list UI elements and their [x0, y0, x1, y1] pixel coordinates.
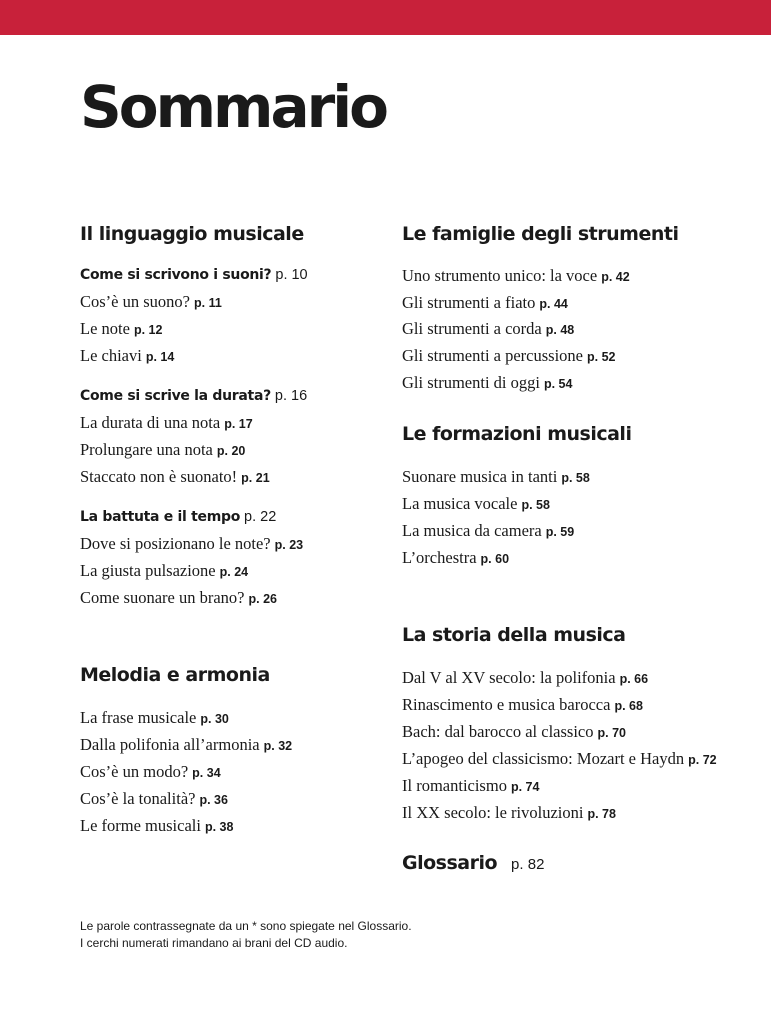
toc-group-battuta [80, 510, 276, 525]
page-number: p. 14 [145, 350, 175, 364]
top-color-bar [0, 0, 771, 35]
page-number: p. 44 [539, 297, 568, 311]
toc-subheading[interactable]: Come si scrivono i suoni? p. 10 [80, 267, 308, 283]
toc-item[interactable]: Bach: dal barocco al classico p. 70 [402, 722, 626, 741]
page-number: p. 21 [241, 471, 270, 485]
toc-group-scrivono [80, 268, 308, 283]
page-number: p. 60 [480, 552, 510, 566]
toc-item[interactable]: Staccato non è suonato! p. 21 [80, 467, 270, 486]
page-number: p. 26 [248, 592, 277, 606]
page-number: p. 23 [274, 538, 304, 552]
toc-item[interactable]: Le note p. 12 [80, 319, 163, 338]
page-number: p. 68 [614, 699, 643, 713]
toc-item[interactable]: Le chiavi p. 14 [80, 346, 175, 365]
toc-item[interactable]: Suonare musica in tanti p. 58 [402, 467, 590, 486]
left-column [80, 225, 304, 244]
footnote [80, 918, 412, 952]
page-number: p. 82 [511, 856, 545, 873]
toc-item[interactable]: La giusta pulsazione p. 24 [80, 561, 249, 580]
toc-item[interactable]: Prolungare una nota p. 20 [80, 440, 246, 459]
page-number: p. 66 [619, 672, 649, 686]
toc-item[interactable]: Cos’è la tonalità? p. 36 [80, 789, 228, 808]
toc-item[interactable]: Dal V al XV secolo: la polifonia p. 66 [402, 668, 649, 687]
glossary-entry[interactable]: Glossario p. 82 [402, 852, 545, 874]
toc-item[interactable]: Dove si posizionano le note? p. 23 [80, 534, 304, 553]
toc-item[interactable]: Gli strumenti a corda p. 48 [402, 319, 575, 338]
page-number: p. 17 [224, 417, 253, 431]
page-number: p. 52 [587, 350, 616, 364]
page-title: Sommario [80, 73, 386, 141]
toc-item[interactable]: Il XX secolo: le rivoluzioni p. 78 [402, 803, 616, 822]
page-number: p. 59 [545, 525, 575, 539]
page-number: p. 54 [543, 377, 573, 391]
section-heading-formazioni: Le formazioni musicali [402, 423, 632, 445]
page-number: p. 58 [521, 498, 550, 512]
toc-subheading[interactable]: La battuta e il tempo p. 22 [80, 509, 277, 525]
toc-item[interactable]: L’orchestra p. 60 [402, 548, 510, 567]
toc-item[interactable]: Come suonare un brano? p. 26 [80, 588, 277, 607]
toc-item[interactable]: Dalla polifonia all’armonia p. 32 [80, 735, 293, 754]
toc-item[interactable]: La musica vocale p. 58 [402, 494, 550, 513]
page-number: p. 70 [597, 726, 626, 740]
toc-item[interactable]: Cos’è un suono? p. 11 [80, 292, 222, 311]
toc-item[interactable]: Il romanticismo p. 74 [402, 776, 540, 795]
toc-item[interactable]: L’apogeo del classicismo: Mozart e Haydn p. 72 [402, 749, 717, 768]
page-number: p. 30 [200, 712, 229, 726]
page-number: p. 32 [263, 739, 293, 753]
toc-item[interactable]: Gli strumenti di oggi p. 54 [402, 373, 573, 392]
section-heading-famiglie: Le famiglie degli strumenti [402, 223, 679, 245]
footnote-line: I cerchi numerati rimandano ai brani del CD audio. [80, 936, 348, 950]
page-number: p. 42 [601, 270, 630, 284]
toc-group-durata [80, 389, 307, 404]
page-number: p. 10 [275, 267, 308, 283]
section-heading-melodia: Melodia e armonia [80, 664, 270, 686]
section-heading-linguaggio: Il linguaggio musicale [80, 223, 304, 245]
toc-item[interactable]: Gli strumenti a percussione p. 52 [402, 346, 616, 365]
page-number: p. 24 [219, 565, 249, 579]
toc-item[interactable]: Uno strumento unico: la voce p. 42 [402, 266, 630, 285]
page-number: p. 16 [274, 388, 308, 404]
page-number: p. 74 [510, 780, 540, 794]
section-heading-storia: La storia della musica [402, 624, 626, 646]
page-number: p. 72 [688, 753, 717, 767]
page-number: p. 38 [204, 820, 234, 834]
toc-item[interactable]: Le forme musicali p. 38 [80, 816, 234, 835]
toc-item[interactable]: La frase musicale p. 30 [80, 708, 229, 727]
page-number: p. 36 [199, 793, 228, 807]
toc-item[interactable]: Gli strumenti a fiato p. 44 [402, 293, 568, 312]
page-number: p. 78 [587, 807, 616, 821]
page-number: p. 12 [133, 323, 163, 337]
page-number: p. 48 [545, 323, 575, 337]
toc-subheading[interactable]: Come si scrive la durata? p. 16 [80, 388, 308, 404]
page-number: p. 11 [194, 296, 222, 310]
footnote-line: Le parole contrassegnate da un * sono spiegate nel Glossario. [80, 919, 412, 933]
toc-item[interactable]: La musica da camera p. 59 [402, 521, 575, 540]
toc-item[interactable]: Cos’è un modo? p. 34 [80, 762, 221, 781]
page-number: p. 20 [216, 444, 246, 458]
page-number: p. 34 [192, 766, 221, 780]
page-number: p. 58 [561, 471, 590, 485]
page-number: p. 22 [244, 509, 277, 525]
toc-item[interactable]: Rinascimento e musica barocca p. 68 [402, 695, 643, 714]
toc-item[interactable]: La durata di una nota p. 17 [80, 413, 253, 432]
